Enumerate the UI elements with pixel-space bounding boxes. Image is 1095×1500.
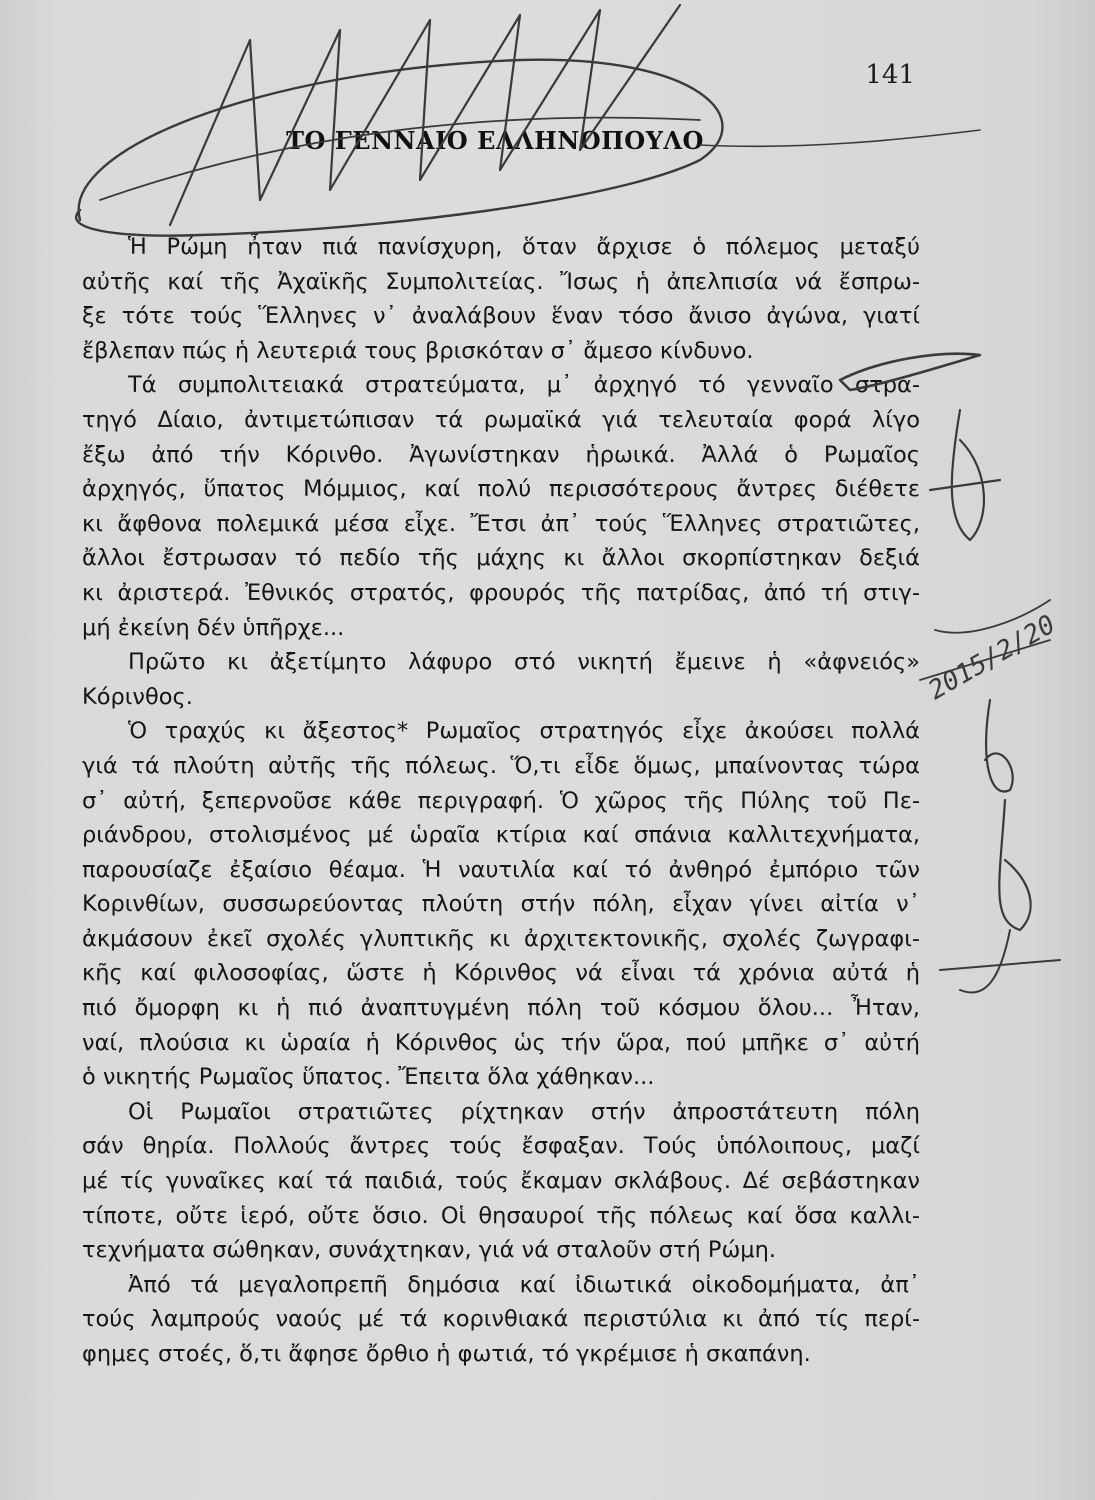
text-line: πιό ὄμορφη κι ἡ πιό ἀναπτυγμένη πόλη τοῦ κόσμου ὅλου... Ἦταν, [82,995,920,1022]
paragraph [82,368,920,645]
text-line: ἔξω ἀπό τήν Κόρινθο. Ἀγωνίστηκαν ἡρωικά. Ἀλλά ὁ Ρωμαῖος [82,441,920,468]
text-line: τεχνήματα σώθηκαν, συνάχτηκαν, γιά νά σταλοῦν στή Ρώμη. [82,1237,777,1264]
text-line: παρουσίαζε ἐξαίσιο θέαμα. Ἡ ναυτιλία καί τό ἀνθηρό ἐμπόριο τῶν [82,856,920,883]
text-line: ὁ νικητής Ρωμαῖος ὕπατος. Ἔπειτα ὅλα χάθηκαν... [82,1064,655,1091]
page-number: 141 [865,60,915,90]
text-line: ἄλλοι ἔστρωσαν τό πεδίο τῆς μάχης κι ἄλλοι σκορπίστηκαν δεξιά [82,545,920,572]
title-scribble-zigzag [170,5,680,225]
body-text [82,230,920,1372]
paragraph [82,230,920,368]
text-line: κῆς καί φιλοσοφίας, ὥστε ἡ Κόρινθος νά εἶναι τά χρόνια αὐτά ἡ [82,960,920,987]
chapter-title: ΤΟ ΓΕΝΝΑΙΟ ΕΛΛΗΝΟΠΟΥΛΟ [286,126,704,155]
paragraph [82,1095,920,1268]
text-line: Ὁ τραχύς κι ἄξεστος* Ρωμαῖος στρατηγός εἶχε ἀκούσει πολλά [128,718,920,745]
paragraph [82,1268,920,1372]
text-line: μή ἐκείνη δέν ὑπῆρχε... [82,614,345,641]
text-line: φημες στοές, ὅ,τι ἄφησε ὄρθιο ἡ φωτιά, τό γκρέμισε ἡ σκαπάνη. [82,1341,811,1367]
text-line: τηγό Δίαιο, ἀντιμετώπισαν τά ρωμαϊκά γιά τελευταία φορά λίγο [82,406,920,433]
margin-handwritten-date: 2015/2/20 [923,609,1061,707]
text-line: κι ἀριστερά. Ἐθνικός στρατός, φρουρός τῆς πατρίδας, ἀπό τή στιγ- [82,579,920,606]
text-line: ἀρχηγός, ὕπατος Μόμμιος, καί πολύ περισσότερους ἄντρες διέθετε [82,476,920,503]
text-line: μέ τίς γυναῖκες καί τά παιδιά, τούς ἔκαμαν σκλάβους. Δέ σεβάστηκαν [82,1168,920,1195]
text-line: σ᾽ αὐτή, ξεπερνοῦσε κάθε περιγραφή. Ὁ χῶρος τῆς Πύλης τοῦ Πε- [82,787,920,814]
text-line: ριάνδρου, στολισμένος μέ ὡραῖα κτίρια καί σπάνια καλλιτεχνήματα, [82,822,920,849]
text-line: ἔβλεπαν πώς ἡ λευτεριά τους βρισκόταν σ᾽ ἄμεσο κίνδυνο. [82,337,754,364]
paragraph [82,645,920,714]
text-line: Ἡ Ρώμη ἦταν πιά πανίσχυρη, ὅταν ἄρχισε ὁ πόλεμος μεταξύ [128,234,920,260]
text-line: σάν θηρία. Πολλούς ἄντρες τούς ἔσφαξαν. Τούς ὑπόλοιπους, μαζί [82,1133,920,1160]
text-line: Κόρινθος. [82,683,193,710]
text-line: Τά συμπολιτειακά στρατεύματα, μ᾽ ἀρχηγό τό γενναῖο στρα- [128,372,920,399]
text-line: κι ἄφθονα πολεμικά μέσα εἶχε. Ἔτσι ἀπ᾽ τούς Ἕλληνες στρατιῶτες, [82,510,920,537]
text-line: αὐτῆς καί τῆς Ἀχαϊκῆς Συμπολιτείας. Ἴσως ἡ ἀπελπισία νά ἔσπρω- [82,268,920,295]
text-line: γιά τά πλούτη αὐτῆς τῆς πόλεως. Ὅ,τι εἶδε ὅμως, μπαίνοντας τώρα [82,752,920,779]
text-line: τίποτε, οὔτε ἱερό, οὔτε ὅσιο. Οἱ θησαυροί τῆς πόλεως καί ὅσα καλλι- [82,1202,920,1229]
text-line: ξε τότε τούς Ἕλληνες ν᾽ ἀναλάβουν ἕναν τόσο ἄνισο ἀγώνα, γιατί [82,303,920,330]
paragraph [82,714,920,1095]
text-line: Πρῶτο κι ἀξετίμητο λάφυρο στό νικητή ἔμεινε ἡ «ἀφνειός» [128,649,920,676]
text-line: Ἀπό τά μεγαλοπρεπῆ δημόσια καί ἰδιωτικά οἰκοδομήματα, ἀπ᾽ [128,1271,920,1298]
text-line: ναί, πλούσια κι ὡραία ἡ Κόρινθος ὡς τήν ὥρα, πού μπῆκε σ᾽ αὐτή [82,1029,920,1056]
text-line: Κορινθίων, συσσωρεύοντας πλούτη στήν πόλη, εἶχαν γίνει αἰτία ν᾽ [82,891,920,918]
text-line: ἀκμάσουν ἐκεῖ σχολές γλυπτικῆς κι ἀρχιτεκτονικῆς, σχολές ζωγραφι- [82,925,920,952]
text-line: Οἱ Ρωμαῖοι στρατιῶτες ρίχτηκαν στήν ἀπροστάτευτη πόλη [128,1098,920,1125]
text-line: τούς λαμπρούς ναούς μέ τά κορινθιακά περιστύλια κι ἀπό τίς περί- [82,1306,920,1333]
